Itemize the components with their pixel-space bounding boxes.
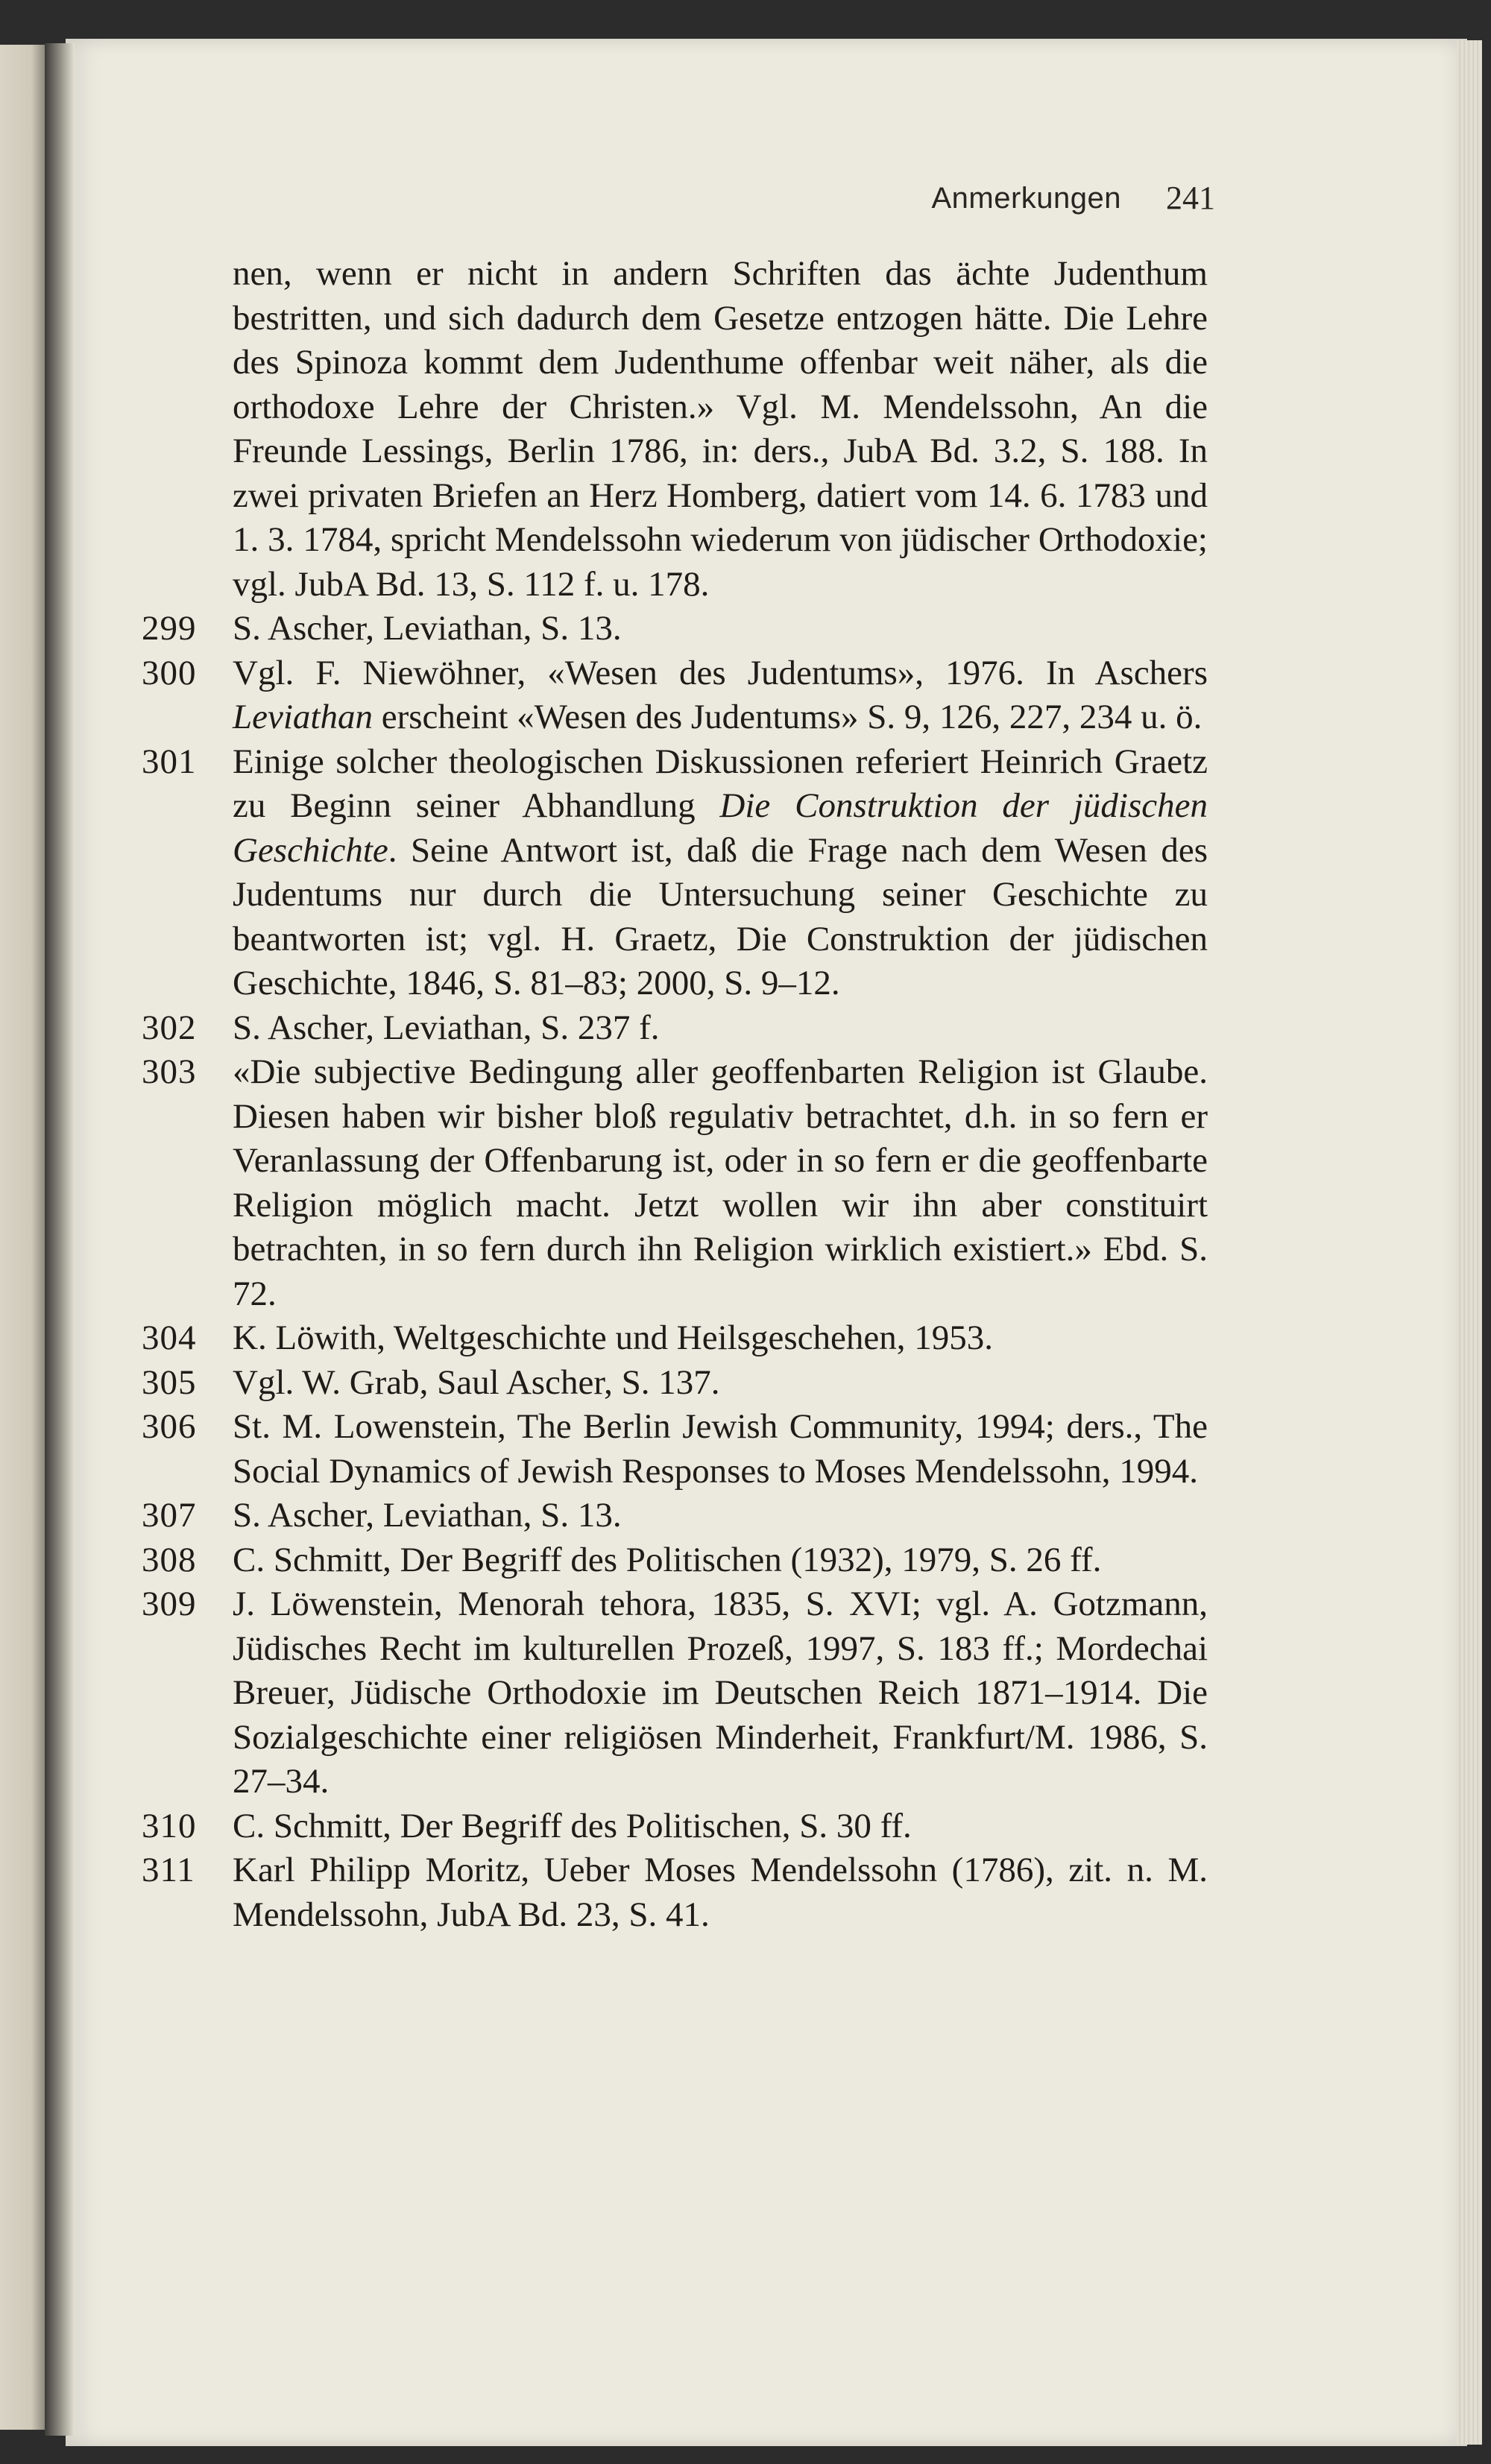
- note-number: 306: [142, 1407, 197, 1446]
- note-number: 311: [142, 1851, 195, 1889]
- note-number: 308: [142, 1540, 197, 1579]
- book-title-italic: Die Construktion der jüdischen Geschichte: [233, 786, 1208, 870]
- note-307: [142, 1494, 1208, 1538]
- continued-note-text: nen, wenn er nicht in andern Schriften das ächte Judenthum bestritten, und sich dadurch dem Gesetze entzogen hätte. Die Lehre des Spinoza kommt dem Judenthume offenbar weit näher, als die orthodoxe Lehre der Christen.» Vgl. M. Mendelssohn, An die Freunde Lessings, Berlin 1786, in: ders., JubA Bd. 3.2, S. 188. In zwei privaten Briefen an Herz Homberg, datiert vom 14. 6. 1783 und 1. 3. 1784, spricht Mendelssohn wiederum von jüdischer Orthodoxie; vgl. JubA Bd. 13, S. 112 f. u. 178.: [233, 254, 1208, 604]
- note-text: S. Ascher, Leviathan, S. 237 f.: [233, 1008, 660, 1047]
- note-309: [142, 1582, 1208, 1804]
- note-302: [142, 1006, 1208, 1051]
- note-301: [142, 740, 1208, 1006]
- running-head: Anmerkungen: [931, 182, 1121, 215]
- gutter-shadow: [45, 43, 75, 2436]
- note-text-part: Vgl. F. Niewöhner, «Wesen des Judentums», 1976. In Aschers: [233, 653, 1208, 692]
- note-text: J. Löwenstein, Menorah tehora, 1835, S. XVI; vgl. A. Gotzmann, Jüdisches Recht im kulturellen Prozeß, 1997, S. 183 ff.; Mordechai Breuer, Jüdische Orthodoxie im Deutschen Reich 1871–1914. Die Sozialgeschichte einer religiösen Minderheit, Frankfurt/M. 1986, S. 27–34.: [233, 1585, 1208, 1801]
- note-text-part: . Seine Antwort ist, daß die Frage nach dem Wesen des Judentums nur durch die Untersuchung seiner Geschichte zu beantworten ist; vgl. H. Graetz, Die Construktion der jüdischen Geschichte, 1846, S. 81–83; 2000, S. 9–12.: [233, 830, 1208, 1002]
- note-number: 303: [142, 1052, 197, 1091]
- note-number: 300: [142, 653, 197, 692]
- note-number: 307: [142, 1496, 197, 1535]
- note-text: C. Schmitt, Der Begriff des Politischen (1932), 1979, S. 26 ff.: [233, 1540, 1102, 1579]
- note-308: [142, 1538, 1208, 1583]
- note-number: 302: [142, 1008, 197, 1047]
- note-text: C. Schmitt, Der Begriff des Politischen, S. 30 ff.: [233, 1806, 912, 1845]
- note-305: [142, 1361, 1208, 1406]
- note-text-part: erscheint «Wesen des Judentums» S. 9, 126, 227, 234 u. ö.: [372, 698, 1202, 736]
- note-text: St. M. Lowenstein, The Berlin Jewish Community, 1994; ders., The Social Dynamics of Jewish Responses to Moses Mendelssohn, 1994.: [233, 1407, 1208, 1491]
- note-number: 310: [142, 1806, 197, 1845]
- note-text: [233, 740, 1208, 1006]
- note-number: 304: [142, 1318, 197, 1357]
- note-304: [142, 1316, 1208, 1361]
- note-311: [142, 1848, 1208, 1937]
- page-edges: [1457, 40, 1482, 2445]
- note-text: [233, 651, 1208, 740]
- note-text: «Die subjective Bedingung aller geoffenbarten Religion ist Glaube. Diesen haben wir bisher bloß regulativ betrachtet, d.h. in so fern er Veranlassung der Offenbarung ist, oder in so fern er die geoffenbarte Religion möglich macht. Jetzt wollen wir ihn aber constituirt betrachten, in so fern durch ihn Religion wirklich existiert.» Ebd. S. 72.: [233, 1052, 1208, 1313]
- note-text: S. Ascher, Leviathan, S. 13.: [233, 1496, 622, 1535]
- note-text: Karl Philipp Moritz, Ueber Moses Mendelssohn (1786), zit. n. M. Mendelssohn, JubA Bd. 23, S. 41.: [233, 1851, 1208, 1934]
- note-text-part: Einige solcher theologischen Diskussionen referiert Heinrich Graetz zu Beginn seiner Abhandlung: [233, 742, 1208, 825]
- note-306: [142, 1405, 1208, 1494]
- note-300: [142, 651, 1208, 740]
- page-header: [842, 179, 1215, 217]
- endnotes: [142, 252, 1208, 1937]
- note-number: 305: [142, 1362, 197, 1402]
- note-text: K. Löwith, Weltgeschichte und Heilsgeschehen, 1953.: [233, 1318, 993, 1357]
- page-number: 241: [1166, 180, 1215, 216]
- note-number: 299: [142, 609, 197, 648]
- left-page-edge: [0, 45, 45, 2430]
- note-text: S. Ascher, Leviathan, S. 13.: [233, 609, 622, 648]
- note-310: [142, 1804, 1208, 1849]
- note-299: [142, 607, 1208, 651]
- note-number: 301: [142, 742, 197, 781]
- note-303: [142, 1050, 1208, 1316]
- note-number: 309: [142, 1585, 197, 1623]
- book-title-italic: Leviathan: [233, 698, 373, 736]
- note-text: Vgl. W. Grab, Saul Ascher, S. 137.: [233, 1362, 720, 1402]
